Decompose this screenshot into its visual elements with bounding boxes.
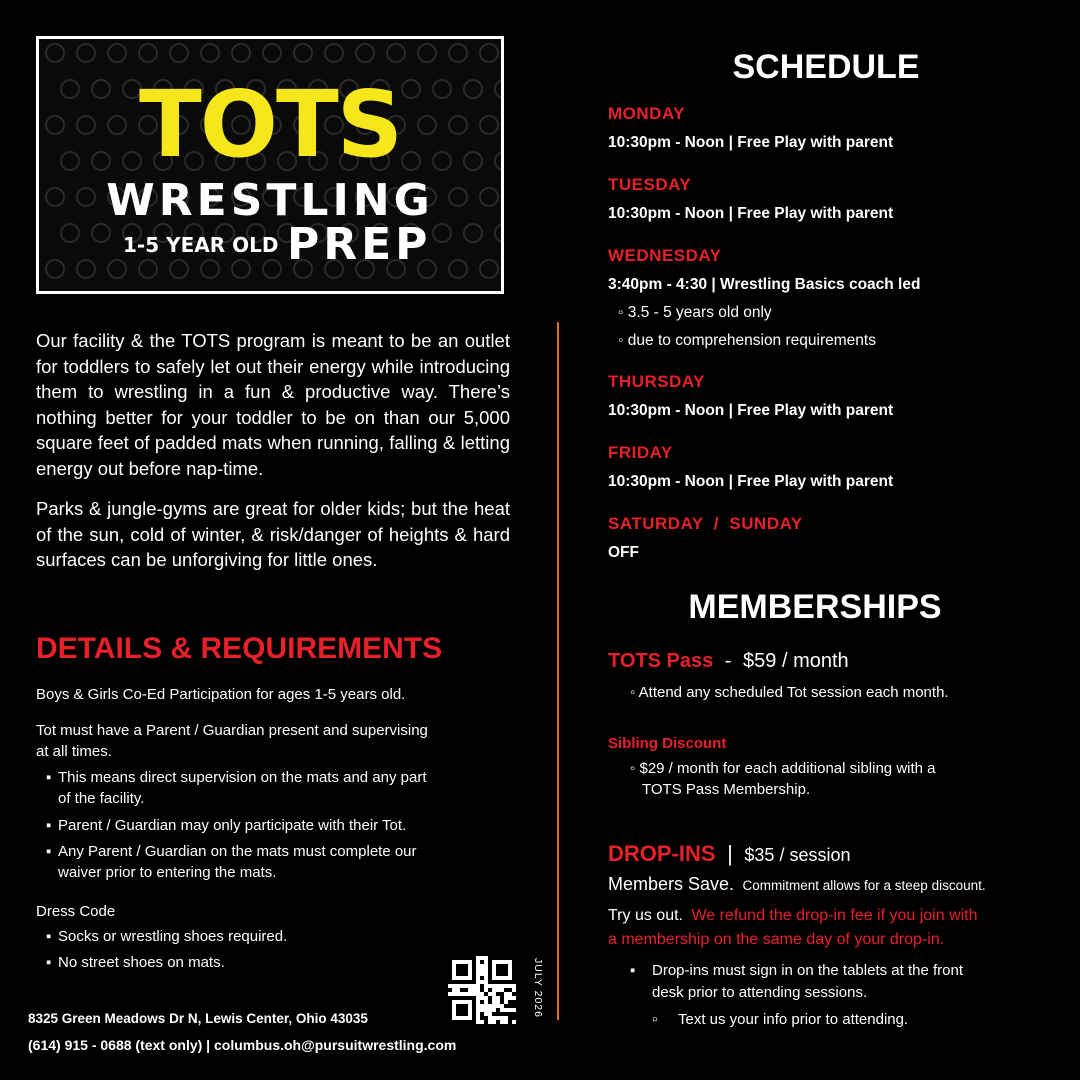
pattern-ring bbox=[263, 44, 281, 62]
memberships-title: MEMBERSHIPS bbox=[688, 588, 942, 626]
qr-module bbox=[484, 1016, 488, 1020]
qr-module bbox=[504, 1012, 508, 1016]
refund-text-1: We refund the drop-in fee if you join with bbox=[691, 907, 978, 924]
pattern-ring bbox=[170, 44, 188, 62]
qr-module bbox=[500, 996, 504, 1000]
logo-age-text: 1-5 YEAR OLD bbox=[123, 233, 279, 257]
day-tuesday: TUESDAY bbox=[608, 175, 692, 194]
details-bullet-1-text: This means direct supervision on the mats and any part bbox=[58, 769, 427, 786]
tots-pass-sep: - bbox=[724, 650, 732, 672]
details-bullet-2-text: Parent / Guardian may only participate with their Tot. bbox=[58, 817, 407, 834]
dress-bullet-1 bbox=[46, 926, 287, 947]
logo-tots-text: TOTS bbox=[139, 71, 401, 178]
pattern-ring bbox=[418, 44, 436, 62]
qr-module bbox=[508, 1004, 512, 1008]
qr-module bbox=[504, 1004, 508, 1008]
pattern-ring bbox=[263, 260, 281, 278]
tots-pass-row bbox=[608, 650, 849, 673]
wednesday-note-1: ◦ 3.5 - 5 years old only bbox=[618, 304, 772, 321]
pattern-ring bbox=[356, 44, 374, 62]
qr-module bbox=[480, 984, 484, 988]
bullet-marker: ▪ bbox=[46, 817, 52, 834]
qr-module bbox=[460, 988, 464, 992]
qr-module bbox=[464, 988, 468, 992]
friday-time: 10:30pm - Noon | Free Play with parent bbox=[608, 473, 894, 490]
members-save-note: Commitment allows for a steep discount. bbox=[742, 878, 986, 893]
pattern-ring bbox=[232, 260, 250, 278]
details-bullet-1 bbox=[46, 767, 427, 788]
qr-module bbox=[488, 996, 492, 1000]
details-line-1: Boys & Girls Co-Ed Participation for ages 1-5 years old. bbox=[36, 686, 406, 703]
qr-module bbox=[492, 1012, 496, 1016]
details-bullet-3-text: Any Parent / Guardian on the mats must complete our bbox=[58, 843, 417, 860]
qr-module bbox=[488, 988, 492, 992]
dropin-bullet-2-text: Text us your info prior to attending. bbox=[678, 1011, 909, 1028]
qr-module bbox=[480, 960, 484, 964]
pattern-ring bbox=[232, 44, 250, 62]
qr-module bbox=[500, 1012, 504, 1016]
pattern-ring bbox=[433, 224, 451, 242]
details-bullet-3 bbox=[46, 841, 417, 862]
day-weekend: SATURDAY / SUNDAY bbox=[608, 514, 803, 533]
wednesday-time: 3:40pm - 4:30 | Wrestling Basics coach led bbox=[608, 276, 921, 293]
pattern-ring bbox=[201, 260, 219, 278]
pattern-ring bbox=[108, 44, 126, 62]
bullet-marker: ▫ bbox=[652, 1011, 658, 1028]
qr-module bbox=[508, 1012, 512, 1016]
refund-line-2: a membership on the same day of your drop-in. bbox=[608, 931, 945, 948]
qr-module bbox=[480, 988, 484, 992]
logo-wrestling-text: WRESTLING bbox=[106, 175, 434, 226]
dropin-row bbox=[608, 841, 850, 867]
qr-finder bbox=[456, 1004, 468, 1016]
dress-bullet-2 bbox=[46, 952, 225, 973]
bullet-marker: ▪ bbox=[46, 954, 52, 971]
details-bullet-2 bbox=[46, 815, 406, 836]
qr-module bbox=[508, 988, 512, 992]
details-bullet-3-cont: waiver prior to entering the mats. bbox=[58, 864, 277, 881]
qr-module bbox=[496, 1020, 500, 1024]
pattern-ring bbox=[449, 44, 467, 62]
weekend-time: OFF bbox=[608, 544, 639, 561]
logo-prep-text: PREP bbox=[287, 219, 432, 270]
pattern-ring bbox=[464, 224, 482, 242]
bullet-marker: ▪ bbox=[46, 928, 52, 945]
pattern-ring bbox=[325, 44, 343, 62]
members-save-row bbox=[608, 874, 986, 895]
refund-line-1 bbox=[608, 907, 978, 925]
pattern-ring bbox=[139, 260, 157, 278]
pattern-ring bbox=[449, 260, 467, 278]
day-monday: MONDAY bbox=[608, 104, 685, 123]
dropin-bullet-1-cont: desk prior to attending sessions. bbox=[652, 984, 868, 1001]
dropin-sep: | bbox=[727, 841, 733, 866]
sibling-note-1: ◦ $29 / month for each additional sibling with a bbox=[630, 760, 936, 777]
qr-module bbox=[508, 1000, 512, 1004]
qr-module bbox=[480, 976, 484, 980]
pattern-ring bbox=[139, 44, 157, 62]
qr-module bbox=[508, 1020, 512, 1024]
dropin-price: $35 / session bbox=[744, 845, 851, 865]
qr-module bbox=[480, 1012, 484, 1016]
details-line-2b: at all times. bbox=[36, 743, 112, 760]
pattern-ring bbox=[46, 260, 64, 278]
pattern-ring bbox=[294, 44, 312, 62]
try-us-out: Try us out. bbox=[608, 907, 683, 924]
tots-pass-note: ◦ Attend any scheduled Tot session each month. bbox=[630, 684, 949, 701]
tots-pass-name: TOTS Pass bbox=[608, 650, 714, 672]
pattern-ring bbox=[170, 260, 188, 278]
dress-bullet-1-text: Socks or wrestling shoes required. bbox=[58, 928, 288, 945]
qr-finder bbox=[456, 964, 468, 976]
qr-module bbox=[480, 1016, 484, 1020]
pattern-ring bbox=[387, 44, 405, 62]
sibling-note-2: TOTS Pass Membership. bbox=[642, 781, 811, 798]
tots-logo bbox=[36, 36, 504, 294]
qr-finder bbox=[496, 964, 508, 976]
intro-paragraph-1: Our facility & the TOTS program is meant to be an outlet for toddlers to safely let out their energy while introducing them to wrestling in a fun & productive way. There’s nothing better for your toddler to be on than our 5,000 square feet of padded mats when running, falling & letting energy out before nap-time. bbox=[36, 330, 510, 479]
qr-module bbox=[500, 1000, 504, 1004]
dropin-bullet-1-text: Drop-ins must sign in on the tablets at the front bbox=[652, 962, 963, 979]
qr-module bbox=[484, 992, 488, 996]
monday-time: 10:30pm - Noon | Free Play with parent bbox=[608, 134, 894, 151]
date-label: JULY 2026 bbox=[532, 958, 544, 1018]
day-thursday: THURSDAY bbox=[608, 372, 705, 391]
details-line-2a: Tot must have a Parent / Guardian present and supervising bbox=[36, 722, 428, 739]
sibling-title: Sibling Discount bbox=[608, 735, 727, 752]
bullet-marker: ▪ bbox=[630, 962, 636, 979]
pattern-ring bbox=[480, 260, 498, 278]
thursday-time: 10:30pm - Noon | Free Play with parent bbox=[608, 402, 894, 419]
pattern-ring bbox=[480, 44, 498, 62]
details-title: DETAILS & REQUIREMENTS bbox=[36, 632, 443, 665]
qr-module bbox=[448, 988, 452, 992]
pattern-ring bbox=[61, 224, 79, 242]
footer-address: 8325 Green Meadows Dr N, Lewis Center, Ohio 43035 bbox=[28, 1011, 368, 1026]
qr-module bbox=[508, 1016, 512, 1020]
pattern-ring bbox=[92, 224, 110, 242]
day-friday: FRIDAY bbox=[608, 443, 673, 462]
tots-pass-price: $59 / month bbox=[743, 650, 849, 672]
pattern-ring bbox=[201, 44, 219, 62]
qr-module bbox=[484, 1020, 488, 1024]
day-wednesday: WEDNESDAY bbox=[608, 246, 722, 265]
dress-bullet-2-text: No street shoes on mats. bbox=[58, 954, 225, 971]
bullet-marker: ▪ bbox=[46, 769, 52, 786]
tuesday-time: 10:30pm - Noon | Free Play with parent bbox=[608, 205, 894, 222]
qr-module bbox=[496, 1012, 500, 1016]
dropin-bullet-1 bbox=[630, 962, 963, 979]
pattern-ring bbox=[108, 260, 126, 278]
dress-code-title: Dress Code bbox=[36, 903, 116, 920]
pattern-ring bbox=[77, 44, 95, 62]
pattern-ring bbox=[77, 260, 95, 278]
bullet-marker: ▪ bbox=[46, 843, 52, 860]
members-save: Members Save. bbox=[608, 874, 735, 894]
qr-module bbox=[488, 1000, 492, 1004]
dropin-bullet-2 bbox=[652, 1011, 908, 1028]
qr-module bbox=[496, 1008, 500, 1012]
column-divider bbox=[557, 322, 559, 1020]
intro-paragraph-2: Parks & jungle-gyms are great for older kids; but the heat of the sun, cold of winter, & risk/danger of heights & hard surfaces can be unforgiving for little ones. bbox=[36, 498, 510, 570]
qr-module bbox=[500, 992, 504, 996]
wednesday-note-2: ◦ due to comprehension requirements bbox=[618, 332, 876, 349]
footer-contact: (614) 915 - 0688 (text only) | columbus.oh@pursuitwrestling.com bbox=[28, 1037, 457, 1053]
dropin-title: DROP-INS bbox=[608, 841, 716, 866]
qr-module bbox=[480, 1000, 484, 1004]
details-bullet-1-cont: of the facility. bbox=[58, 790, 145, 807]
qr-module bbox=[496, 992, 500, 996]
pattern-ring bbox=[46, 44, 64, 62]
qr-code[interactable] bbox=[448, 956, 516, 1024]
schedule-title: SCHEDULE bbox=[732, 48, 920, 86]
qr-module bbox=[504, 988, 508, 992]
pattern-ring bbox=[495, 224, 501, 242]
